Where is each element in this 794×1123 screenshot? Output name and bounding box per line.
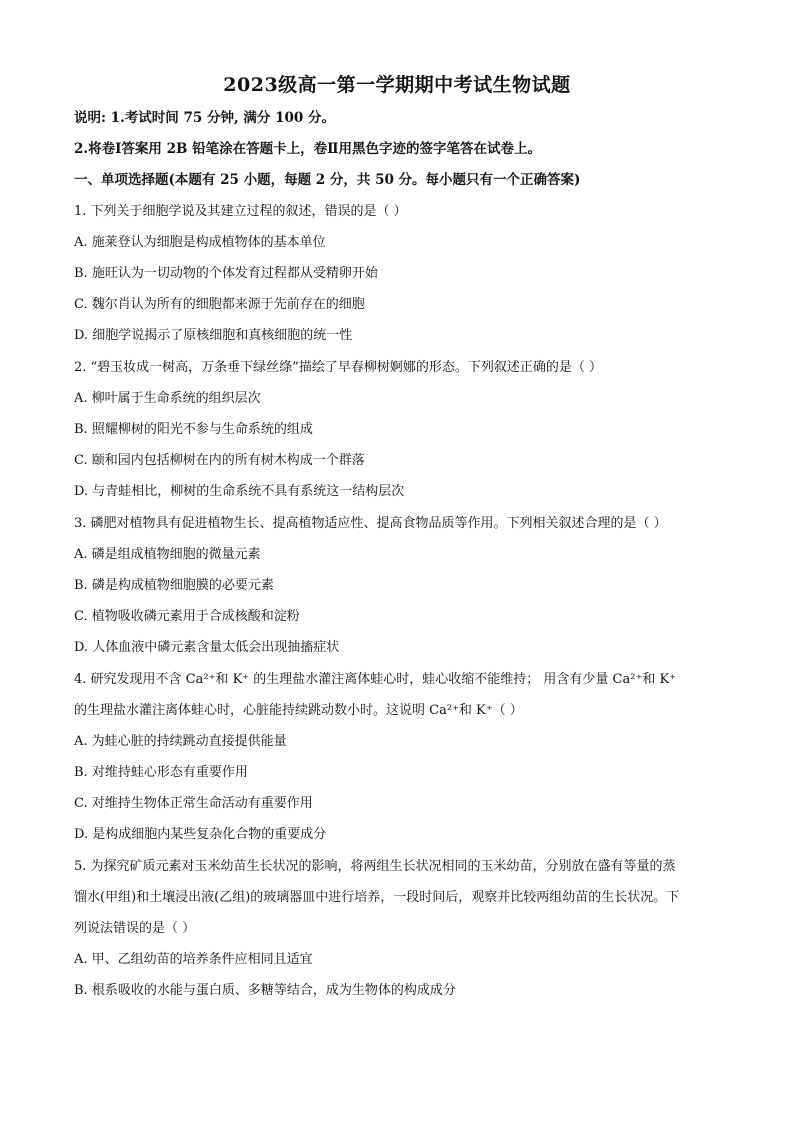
section-heading: 一、单项选择题(本题有 25 小题，每题 2 分，共 50 分。每小题只有一个正确答案)	[74, 172, 581, 188]
question-4-stem-line-1: 4. 研究发现用不含 Ca²⁺和 K⁺ 的生理盐水灌注离体蛙心时，蛙心收缩不能维持； 用含有少量 Ca²⁺和 K⁺	[74, 672, 677, 687]
question-4-option-a: A. 为蛙心脏的持续跳动直接提供能量	[74, 734, 287, 749]
question-1-option-c: C. 魏尔肖认为所有的细胞都来源于先前存在的细胞	[74, 297, 365, 312]
question-5-option-b: B. 根系吸收的水能与蛋白质、多糖等结合，成为生物体的构成成分	[74, 983, 456, 998]
question-4-option-b: B. 对维持蛙心形态有重要作用	[74, 765, 248, 780]
question-1-stem: 1. 下列关于细胞学说及其建立过程的叙述，错误的是（ ）	[74, 204, 407, 219]
question-3-stem: 3. 磷肥对植物具有促进植物生长、提高植物适应性、提高食物品质等作用。下列相关叙述合理的是（ ）	[74, 516, 667, 531]
question-3-option-d: D. 人体血液中磷元素含量太低会出现抽搐症状	[74, 640, 340, 655]
question-3-option-b: B. 磷是构成植物细胞膜的必要元素	[74, 578, 274, 593]
question-5-stem-line-2: 馏水(甲组)和土壤浸出液(乙组)的玻璃器皿中进行培养，一段时间后，观察并比较两组幼苗的生长状况。下	[74, 890, 680, 905]
question-3-option-a: A. 磷是组成植物细胞的微量元素	[74, 547, 261, 562]
question-3-option-c: C. 植物吸收磷元素用于合成核酸和淀粉	[74, 609, 300, 624]
page-title: 2023级高一第一学期期中考试生物试题	[223, 74, 571, 96]
question-1-option-d: D. 细胞学说揭示了原核细胞和真核细胞的统一性	[74, 328, 353, 343]
question-5-stem-line-3: 列说法错误的是（ ）	[74, 921, 196, 936]
question-5-stem-line-1: 5. 为探究矿质元素对玉米幼苗生长状况的影响，将两组生长状况相同的玉米幼苗，分别放在盛有等量的蒸	[74, 859, 676, 874]
question-4-stem-line-2: 的生理盐水灌注离体蛙心时，心脏能持续跳动数小时。这说明 Ca²⁺和 K⁺（ ）	[74, 703, 523, 718]
note-line-2: 2.将卷Ⅰ答案用 2B 铅笔涂在答题卡上，卷Ⅱ用黑色字迹的签字笔答在试卷上。	[74, 141, 541, 157]
question-2-option-a: A. 柳叶属于生命系统的组织层次	[74, 391, 261, 406]
question-4-option-d: D. 是构成细胞内某些复杂化合物的重要成分	[74, 827, 327, 842]
question-5-option-a: A. 甲、乙组幼苗的培养条件应相同且适宜	[74, 952, 313, 967]
question-1-option-b: B. 施旺认为一切动物的个体发育过程都从受精卵开始	[74, 266, 378, 281]
question-2-stem: 2. “碧玉妆成一树高，万条垂下绿丝绦”描绘了早春柳树婀娜的形态。下列叙述正确的是（ ）	[74, 360, 602, 375]
question-1-option-a: A. 施莱登认为细胞是构成植物体的基本单位	[74, 235, 326, 250]
question-2-option-d: D. 与青蛙相比，柳树的生命系统不具有系统这一结构层次	[74, 484, 405, 499]
note-line-1: 说明: 1.考试时间 75 分钟, 满分 100 分。	[74, 110, 335, 126]
question-2-option-b: B. 照耀柳树的阳光不参与生命系统的组成	[74, 422, 313, 437]
question-4-option-c: C. 对维持生物体正常生命活动有重要作用	[74, 796, 313, 811]
question-2-option-c: C. 颐和园内包括柳树在内的所有树木构成一个群落	[74, 453, 365, 468]
